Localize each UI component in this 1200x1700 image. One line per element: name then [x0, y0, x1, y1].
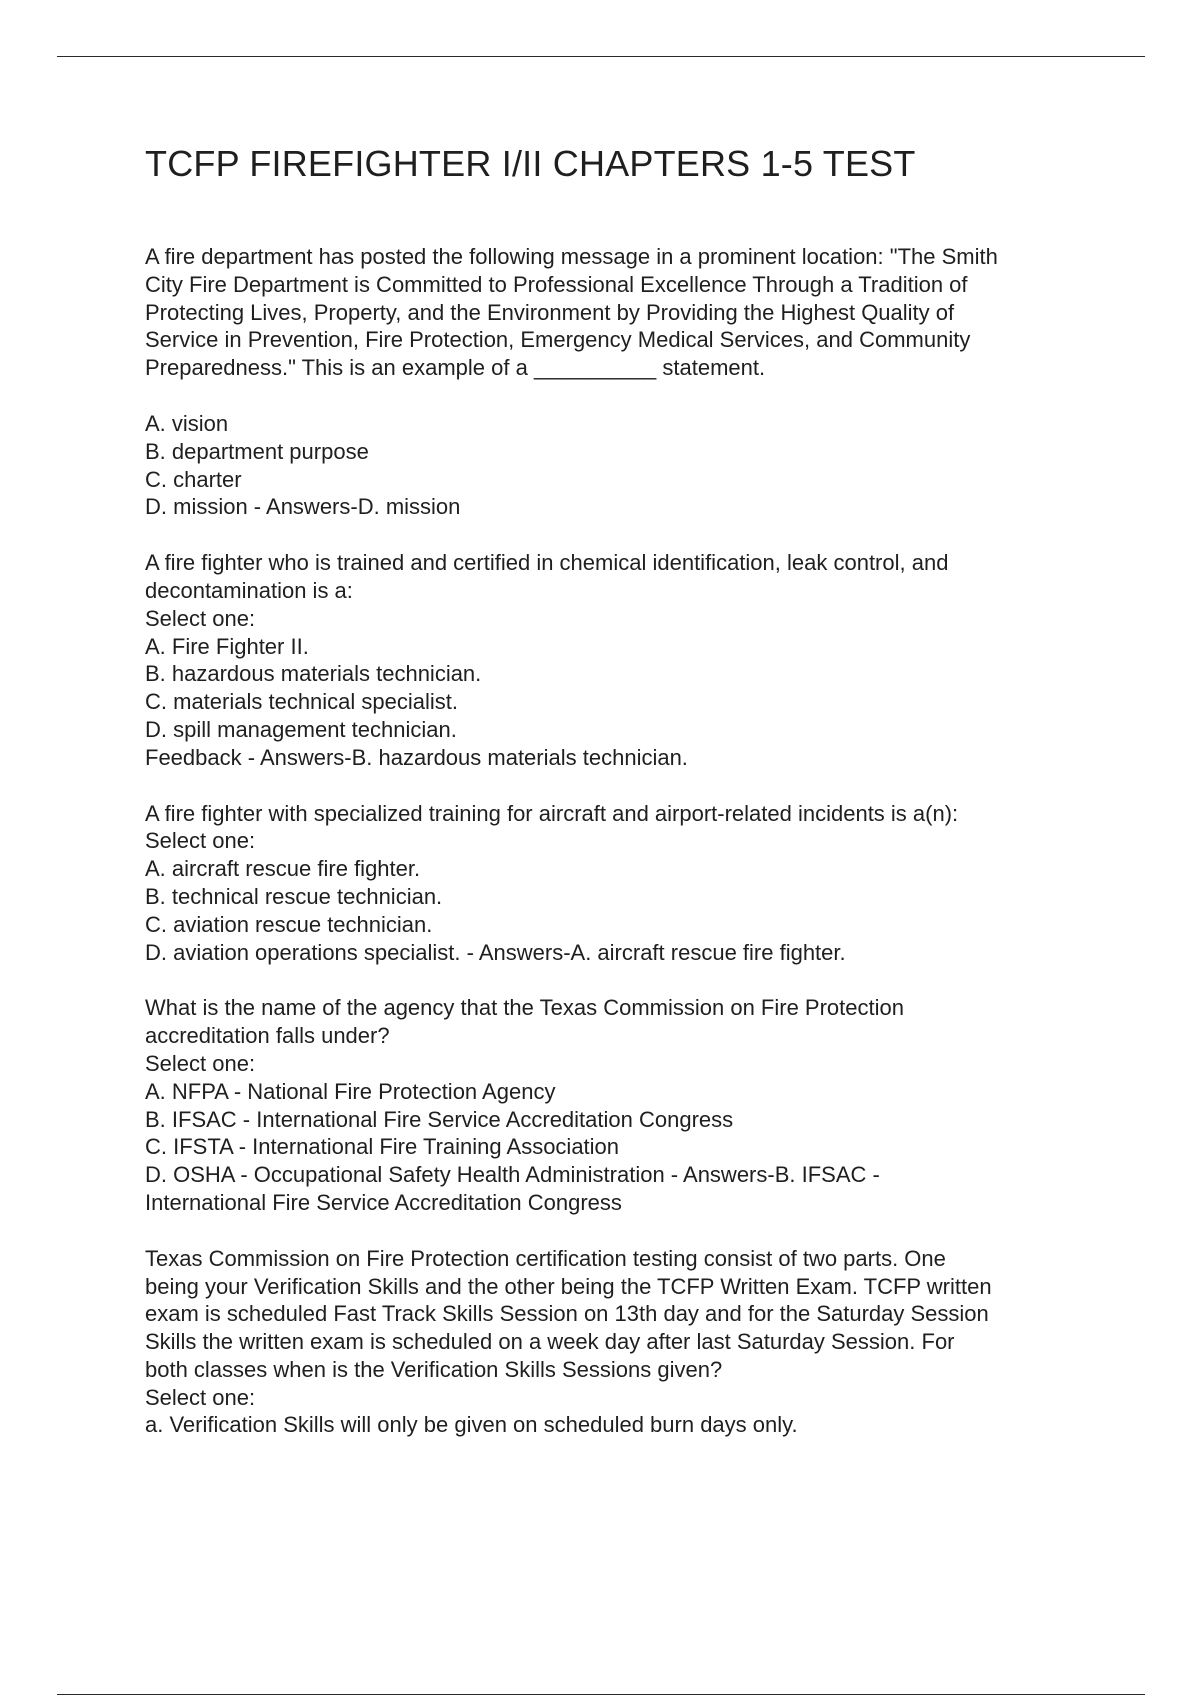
text-line: a. Verification Skills will only be given on scheduled burn days only. [145, 1412, 798, 1438]
text-line: City Fire Department is Committed to Professional Excellence Through a Tradition of [145, 271, 968, 297]
text-line: Protecting Lives, Property, and the Environment by Providing the Highest Quality of [145, 299, 955, 325]
text-line: Select one: [145, 605, 256, 631]
text-line: Service in Prevention, Fire Protection, Emergency Medical Services, and Community [145, 327, 971, 353]
question-block [145, 994, 1105, 1216]
text-line: D. aviation operations specialist. - Answers-A. aircraft rescue fire fighter. [145, 939, 846, 965]
text-line: D. spill management technician. [145, 716, 457, 742]
text-line: B. hazardous materials technician. [145, 661, 482, 687]
text-line: A. aircraft rescue fire fighter. [145, 856, 421, 882]
document-body [145, 243, 1105, 1467]
text-line: What is the name of the agency that the Texas Commission on Fire Protection [145, 995, 904, 1021]
top-rule [57, 56, 1145, 57]
text-line: Select one: [145, 1050, 256, 1076]
text-line: B. IFSAC - International Fire Service Accreditation Congress [145, 1106, 734, 1132]
text-line: A fire fighter with specialized training for aircraft and airport-related incidents is a(n): [145, 800, 959, 826]
question-block [145, 549, 1105, 771]
answer-options-block [145, 410, 1105, 521]
text-line: C. materials technical specialist. [145, 689, 459, 715]
text-line: being your Verification Skills and the other being the TCFP Written Exam. TCFP written [145, 1273, 992, 1299]
text-line: A fire fighter who is trained and certified in chemical identification, leak control, and [145, 550, 949, 576]
text-line: A. vision [145, 410, 229, 436]
text-line: International Fire Service Accreditation Congress [145, 1189, 622, 1215]
text-line: A. NFPA - National Fire Protection Agency [145, 1078, 556, 1104]
text-line: Skills the written exam is scheduled on a week day after last Saturday Session. For [145, 1329, 955, 1355]
text-line: A fire department has posted the following message in a prominent location: "The Smith [145, 244, 998, 269]
page-title: TCFP FIREFIGHTER I/II CHAPTERS 1-5 TEST [145, 143, 916, 184]
text-line: C. IFSTA - International Fire Training Association [145, 1134, 620, 1160]
text-line: D. mission - Answers-D. mission [145, 494, 461, 520]
text-line: B. department purpose [145, 438, 369, 464]
text-line: exam is scheduled Fast Track Skills Session on 13th day and for the Saturday Session [145, 1301, 989, 1327]
text-line: B. technical rescue technician. [145, 883, 443, 909]
text-line: both classes when is the Verification Skills Sessions given? [145, 1356, 723, 1382]
text-line: D. OSHA - Occupational Safety Health Administration - Answers-B. IFSAC - [145, 1162, 880, 1188]
text-line: Preparedness." This is an example of a __________ statement. [145, 355, 766, 381]
question-block [145, 1245, 1105, 1440]
bottom-rule [57, 1694, 1145, 1695]
text-line: C. aviation rescue technician. [145, 911, 433, 937]
question-block [145, 243, 1105, 382]
text-line: Select one: [145, 1384, 256, 1410]
text-line: accreditation falls under? [145, 1023, 390, 1049]
text-line: A. Fire Fighter II. [145, 633, 309, 659]
text-line: Texas Commission on Fire Protection certification testing consist of two parts. One [145, 1245, 946, 1271]
question-block [145, 800, 1105, 967]
text-line: Feedback - Answers-B. hazardous materials technician. [145, 744, 688, 770]
text-line: Select one: [145, 828, 256, 854]
text-line: C. charter [145, 466, 242, 492]
text-line: decontamination is a: [145, 577, 353, 603]
